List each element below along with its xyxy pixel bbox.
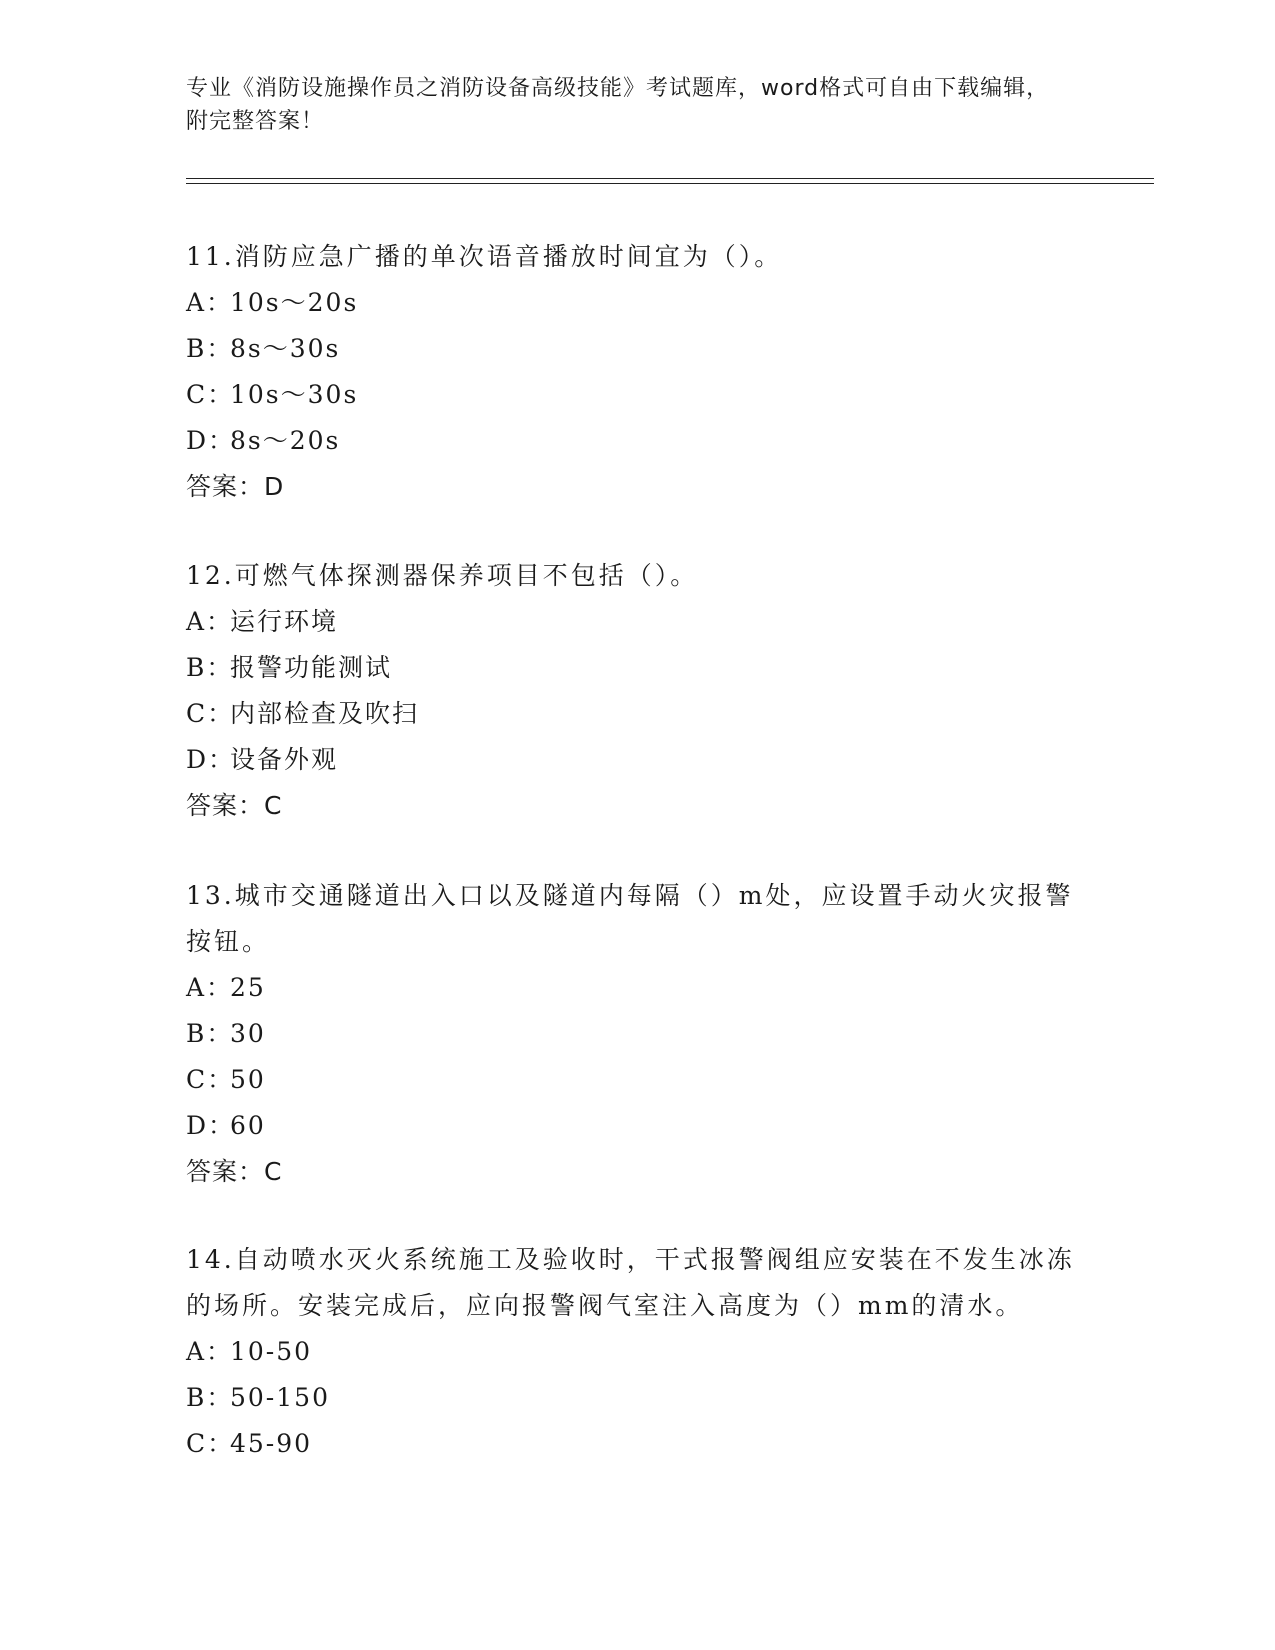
option-a bbox=[186, 280, 1086, 326]
option-key: C： bbox=[186, 380, 235, 409]
option-a bbox=[186, 1329, 1086, 1375]
option-text: 30 bbox=[230, 1019, 266, 1048]
option-text: 50 bbox=[230, 1065, 266, 1094]
option-key: B： bbox=[186, 334, 234, 363]
document-header: 专业《消防设施操作员之消防设备高级技能》考试题库，word格式可自由下载编辑，附完整答案！ bbox=[186, 76, 1050, 134]
answer-line: 答案：C bbox=[186, 1157, 283, 1186]
option-d bbox=[186, 418, 1086, 464]
option-key: B： bbox=[186, 1383, 234, 1412]
option-b bbox=[186, 1375, 1086, 1421]
option-c bbox=[186, 372, 1086, 418]
option-text: 10-50 bbox=[230, 1337, 313, 1366]
question-stem: 13.城市交通隧道出入口以及隧道内每隔（）m处，应设置手动火灾报警按钮。 bbox=[186, 881, 1074, 956]
option-text: 10s～30s bbox=[230, 380, 359, 409]
option-key: C： bbox=[186, 1065, 235, 1094]
option-text: 运行环境 bbox=[230, 607, 339, 636]
question-13 bbox=[186, 873, 1086, 1195]
option-text: 60 bbox=[230, 1111, 266, 1140]
option-text: 10s～20s bbox=[230, 288, 359, 317]
option-key: C： bbox=[186, 1429, 235, 1458]
option-key: A： bbox=[186, 1337, 234, 1366]
option-c bbox=[186, 1057, 1086, 1103]
option-a bbox=[186, 965, 1086, 1011]
question-stem: 12.可燃气体探测器保养项目不包括（）。 bbox=[186, 561, 699, 590]
option-text: 25 bbox=[230, 973, 266, 1002]
option-c bbox=[186, 691, 1086, 737]
option-c bbox=[186, 1421, 1086, 1467]
option-key: C： bbox=[186, 699, 235, 728]
option-key: B： bbox=[186, 1019, 234, 1048]
option-a bbox=[186, 599, 1086, 645]
answer-line: 答案：C bbox=[186, 791, 283, 820]
header-divider-bottom bbox=[186, 183, 1154, 184]
option-text: 8s～30s bbox=[230, 334, 341, 363]
header-divider-top bbox=[186, 178, 1154, 179]
option-b bbox=[186, 645, 1086, 691]
option-d bbox=[186, 737, 1086, 783]
option-text: 50-150 bbox=[230, 1383, 330, 1412]
question-stem: 11.消防应急广播的单次语音播放时间宜为（）。 bbox=[186, 242, 783, 271]
option-key: A： bbox=[186, 607, 234, 636]
option-key: B： bbox=[186, 653, 234, 682]
option-key: D： bbox=[186, 1111, 236, 1140]
option-text: 45-90 bbox=[230, 1429, 313, 1458]
question-stem: 14.自动喷水灭火系统施工及验收时，干式报警阀组应安装在不发生冰冻的场所。安装完成后，应向报警阀气室注入高度为（）mm的清水。 bbox=[186, 1245, 1075, 1320]
question-14 bbox=[186, 1237, 1086, 1467]
option-text: 8s～20s bbox=[230, 426, 341, 455]
option-text: 设备外观 bbox=[230, 745, 339, 774]
answer-line: 答案：D bbox=[186, 472, 285, 501]
option-key: A： bbox=[186, 288, 234, 317]
option-text: 报警功能测试 bbox=[230, 653, 393, 682]
option-key: D： bbox=[186, 745, 236, 774]
option-b bbox=[186, 326, 1086, 372]
option-key: A： bbox=[186, 973, 234, 1002]
option-d bbox=[186, 1103, 1086, 1149]
question-11 bbox=[186, 234, 1086, 510]
option-key: D： bbox=[186, 426, 236, 455]
option-b bbox=[186, 1011, 1086, 1057]
question-12 bbox=[186, 553, 1086, 829]
option-text: 内部检查及吹扫 bbox=[230, 699, 420, 728]
